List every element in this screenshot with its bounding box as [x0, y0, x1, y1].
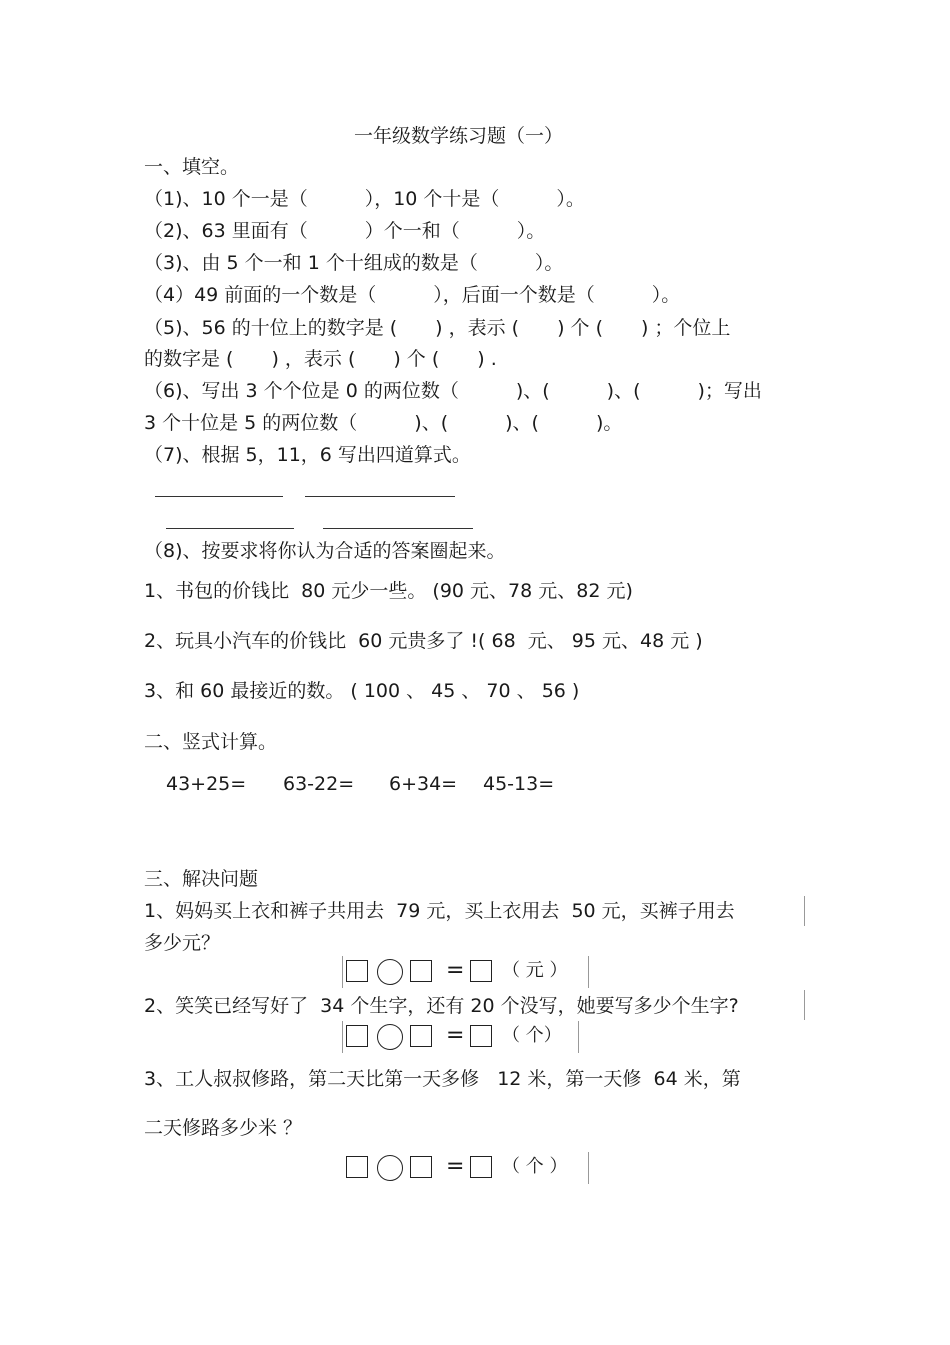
answer-box[interactable]: [470, 1156, 492, 1178]
section1-heading: 一、填空。: [144, 156, 240, 178]
unit-label: （ 个 ）: [502, 1156, 568, 1177]
section3-heading: 三、解决问题: [144, 868, 259, 890]
calc-problem: 43+25=: [166, 773, 247, 795]
answer-line[interactable]: [155, 496, 283, 497]
choice-question-3: 3、和 60 最接近的数。 ( 100 、 45 、 70 、 56 ): [144, 680, 580, 702]
answer-box[interactable]: [470, 1025, 492, 1047]
question-4: （4）49 前面的一个数是（ ），后面一个数是（ ）。: [144, 284, 681, 306]
answer-box[interactable]: [346, 960, 368, 982]
word-problem-3-line1: 3、工人叔叔修路，第二天比第一天多修 12 米，第一天修 64 米，第: [144, 1068, 741, 1090]
divider: [342, 956, 343, 988]
question-7: （7)、根据 5，11，6 写出四道算式。: [144, 444, 471, 466]
calc-problem: 6+34=: [389, 773, 458, 795]
answer-box[interactable]: [410, 1156, 432, 1178]
question-2: （2)、63 里面有（ ）个一和（ ）。: [144, 220, 546, 242]
question-3: （3)、由 5 个一和 1 个十组成的数是（ ）。: [144, 252, 564, 274]
answer-box[interactable]: [410, 960, 432, 982]
answer-box[interactable]: [346, 1156, 368, 1178]
question-1: （1)、10 个一是（ ），10 个十是（ ）。: [144, 188, 585, 210]
word-problem-2: 2、笑笑已经写好了 34 个生字，还有 20 个没写，她要写多少个生字?: [144, 995, 739, 1017]
divider: [804, 896, 805, 926]
page-title: 一年级数学练习题（一）: [354, 125, 564, 147]
operator-circle[interactable]: [377, 1024, 403, 1050]
divider: [588, 1152, 589, 1184]
calc-problem: 63-22=: [283, 773, 355, 795]
question-6-line2: 3 个十位是 5 的两位数（ )、( )、( )。: [144, 412, 623, 434]
choice-question-2: 2、玩具小汽车的价钱比 60 元贵多了 !( 68 元、 95 元、48 元 ): [144, 630, 703, 652]
question-8: （8)、按要求将你认为合适的答案圈起来。: [144, 540, 506, 562]
word-problem-1-line2: 多少元？: [144, 932, 221, 954]
divider: [804, 990, 805, 1020]
answer-box[interactable]: [470, 960, 492, 982]
divider: [588, 956, 589, 988]
equation-template-2: [342, 1021, 582, 1055]
operator-circle[interactable]: [377, 1155, 403, 1181]
divider: [342, 1021, 343, 1053]
answer-line[interactable]: [166, 528, 294, 529]
answer-box[interactable]: [346, 1025, 368, 1047]
word-problem-3-line2: 二天修路多少米 ？: [144, 1117, 303, 1139]
question-5-line1: （5)、56 的十位上的数字是 ( ) ，表示 ( ) 个 ( ) ；个位上: [144, 317, 731, 339]
section2-heading: 二、竖式计算。: [144, 731, 278, 753]
answer-box[interactable]: [410, 1025, 432, 1047]
word-problem-1-line1: 1、妈妈买上衣和裤子共用去 79 元，买上衣用去 50 元，买裤子用去: [144, 900, 735, 922]
unit-label: （ 个）: [502, 1025, 562, 1046]
question-5-line2: 的数字是 ( ) ，表示 ( ) 个 ( ) .: [144, 348, 497, 370]
calc-problem: 45-13=: [483, 773, 555, 795]
equation-template-1: [342, 956, 592, 990]
equals-sign: =: [446, 958, 465, 983]
equals-sign: =: [446, 1154, 465, 1179]
equals-sign: =: [446, 1023, 465, 1048]
unit-label: （ 元 ）: [502, 960, 568, 981]
divider: [578, 1021, 579, 1053]
choice-question-1: 1、书包的价钱比 80 元少一些。 (90 元、78 元、82 元): [144, 580, 633, 602]
question-6-line1: （6)、写出 3 个个位是 0 的两位数（ )、( )、( )；写出: [144, 380, 762, 402]
equation-template-3: [342, 1152, 592, 1186]
answer-line[interactable]: [305, 496, 455, 497]
operator-circle[interactable]: [377, 959, 403, 985]
answer-line[interactable]: [323, 528, 473, 529]
